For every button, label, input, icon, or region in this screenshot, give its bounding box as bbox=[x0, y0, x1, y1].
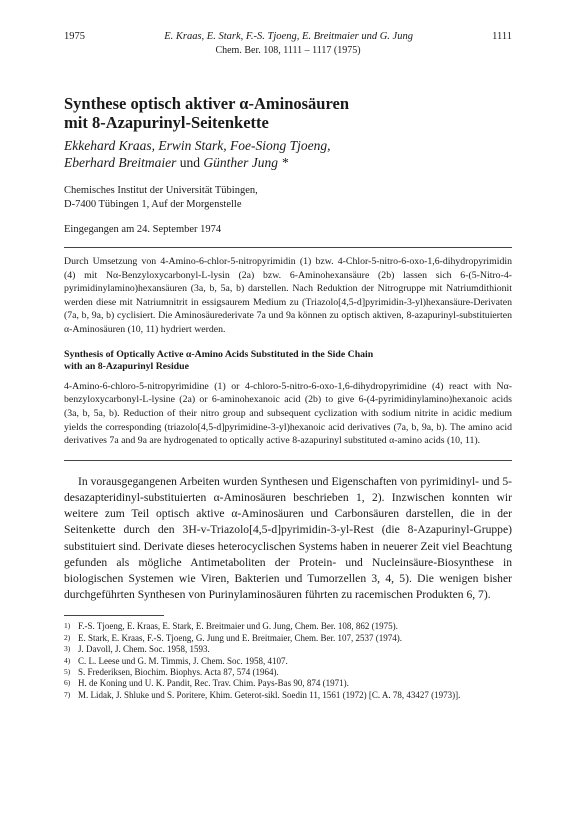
received-date: Eingegangen am 24. September 1974 bbox=[64, 224, 222, 235]
title-line-2: mit 8-Azapurinyl-Seitenkette bbox=[64, 113, 269, 132]
abstract-german: Durch Umsetzung von 4-Amino-6-chlor-5-nitropyrimidin (1) bzw. 4-Chlor-5-nitro-6-oxo-1,6-dihydropyrimidin (4) mit Nα-Benzyloxycarbonyl-L-lysin (2a) bzw. 6-Aminohexansäure (2b) lassen sich 6-(5-Nitro-4-pyrimidinylamino)hexansäuren (3a, b, 5a, b) darstellen. Nach Reduktion der Nitrogruppe mit Natriumdithionit werden diese mit Natriumnitrit in essigsaurem Medium zu (Triazolo[4,5-d]pyrimidin-3-yl)hexansäure-Derivaten (7a, b, 9a, b) cyclisiert. Die Aminosäurederivate 7a und 9a können zu optisch aktiven, 8-azapurinyl-substituierten α-Aminosäuren (10, 11) hydriert werden. bbox=[64, 256, 512, 335]
title-line-1: Synthese optisch aktiver α-Aminosäuren bbox=[64, 94, 349, 113]
running-head bbox=[64, 30, 512, 43]
paper-title bbox=[64, 94, 512, 132]
author-line-1: Ekkehard Kraas, Erwin Stark, Foe-Siong Tjoeng, bbox=[64, 138, 331, 153]
footnote-number: 2) bbox=[64, 632, 71, 642]
footnote bbox=[64, 633, 512, 644]
journal-year: 1975 bbox=[64, 31, 85, 42]
footnote-text: S. Frederiksen, Biochim. Biophys. Acta 87, 574 (1964). bbox=[78, 666, 279, 677]
footnote bbox=[64, 656, 512, 667]
footnote-number: 3) bbox=[64, 644, 71, 654]
footnote bbox=[64, 678, 512, 689]
footnote-divider bbox=[64, 615, 164, 616]
divider bbox=[64, 460, 512, 461]
affiliation bbox=[64, 184, 512, 212]
affiliation-line-1: Chemisches Institut der Universität Tübingen, bbox=[64, 185, 258, 196]
footnote-text: C. L. Leese und G. M. Timmis, J. Chem. Soc. 1958, 4107. bbox=[78, 655, 288, 666]
footnote-number: 5) bbox=[64, 666, 71, 676]
intro-paragraph: In vorausgegangenen Arbeiten wurden Synthesen und Eigenschaften von pyrimidinyl- und 5-desazapteridinyl-substituierten α-Aminosäuren beschrieben 1, 2). Inzwischen konnten wir weitere zum Teil optisch aktive α-Aminosäuren und Carbonsäuren darstellen, die in der Seitenkette durch den 3H-v-Triazolo[4,5-d]pyrimidin-3-yl-Rest (die 8-Azapurinyl-Gruppe) substituiert sind. Derivate dieses heterocyclischen Systems haben in neuerer Zeit viel Beachtung gefunden als mögliche Antimetaboliten der Protein- und Nucleinsäure-Biosynthese in biologischen Systemen wie Viren, Bakterien und Tumorzellen 3, 4, 5). Die wenigen bisher durchgeführten Synthesen von Purinylaminosäuren führten zu racemischen Produkten 6, 7). bbox=[64, 474, 512, 602]
journal-citation: Chem. Ber. 108, 1111 – 1117 (1975) bbox=[215, 45, 361, 56]
footnote-text: M. Lidak, J. Shluke und S. Poritere, Khim. Geterot-sikl. Soedin 11, 1561 (1972) [C. A. 78, 43427 (1973)]. bbox=[78, 689, 461, 700]
footnote bbox=[64, 690, 512, 701]
footnote bbox=[64, 621, 512, 632]
footnote-text: H. de Koning und U. K. Pandit, Rec. Trav. Chim. Pays-Bas 90, 874 (1971). bbox=[78, 678, 349, 689]
footnote-text: E. Stark, E. Kraas, F.-S. Tjoeng, G. Jung und E. Breitmaier, Chem. Ber. 107, 2537 (1974). bbox=[78, 632, 402, 643]
footnote-text: F.-S. Tjoeng, E. Kraas, E. Stark, E. Breitmaier und G. Jung, Chem. Ber. 108, 862 (1975). bbox=[78, 621, 398, 632]
footnotes bbox=[64, 621, 512, 701]
footnote-number: 6) bbox=[64, 678, 71, 688]
footnote-number: 1) bbox=[64, 621, 71, 631]
running-authors: E. Kraas, E. Stark, F.-S. Tjoeng, E. Breitmaier und G. Jung bbox=[164, 31, 413, 42]
affiliation-line-2: D-7400 Tübingen 1, Auf der Morgenstelle bbox=[64, 199, 242, 210]
divider bbox=[64, 247, 512, 248]
footnote-text: J. Davoll, J. Chem. Soc. 1958, 1593. bbox=[78, 644, 210, 655]
footnote-number: 7) bbox=[64, 689, 71, 699]
author-jung: Günther Jung * bbox=[203, 155, 289, 170]
footnote bbox=[64, 667, 512, 678]
english-title bbox=[64, 349, 512, 374]
footnote-number: 4) bbox=[64, 655, 71, 665]
footnote bbox=[64, 644, 512, 655]
english-title-line-2: with an 8-Azapurinyl Residue bbox=[64, 361, 189, 373]
abstract-english: 4-Amino-6-chloro-5-nitropyrimidine (1) or 4-chloro-5-nitro-6-oxo-1,6-dihydropyrimidine (4) react with Nα-benzyloxycarbonyl-L-lysine (2a) or 6-aminohexanoic acid (2b) to give 6-(4-pyrimidinylamino)hexanoic acids (3a, b, 5a, b). Reduction of their nitro group and subsequent cyclization with sodium nitrite in acidic medium yields the corresponding (triazolo[4,5-d]pyrimidine-3-yl)hexanoic acid derivatives (7a, b, 9a, b). The amino acid derivatives 7a and 9a are hydrogenated to optically active 8-azapurinyl substituted α-amino acids (10, 11). bbox=[64, 380, 512, 447]
paper-page bbox=[64, 30, 512, 701]
page-number: 1111 bbox=[492, 31, 512, 42]
author-joiner: und bbox=[176, 155, 204, 170]
english-title-line-1: Synthesis of Optically Active α-Amino Acids Substituted in the Side Chain bbox=[64, 348, 374, 360]
author-breitmaier: Eberhard Breitmaier bbox=[64, 155, 177, 170]
author-list bbox=[64, 137, 512, 171]
